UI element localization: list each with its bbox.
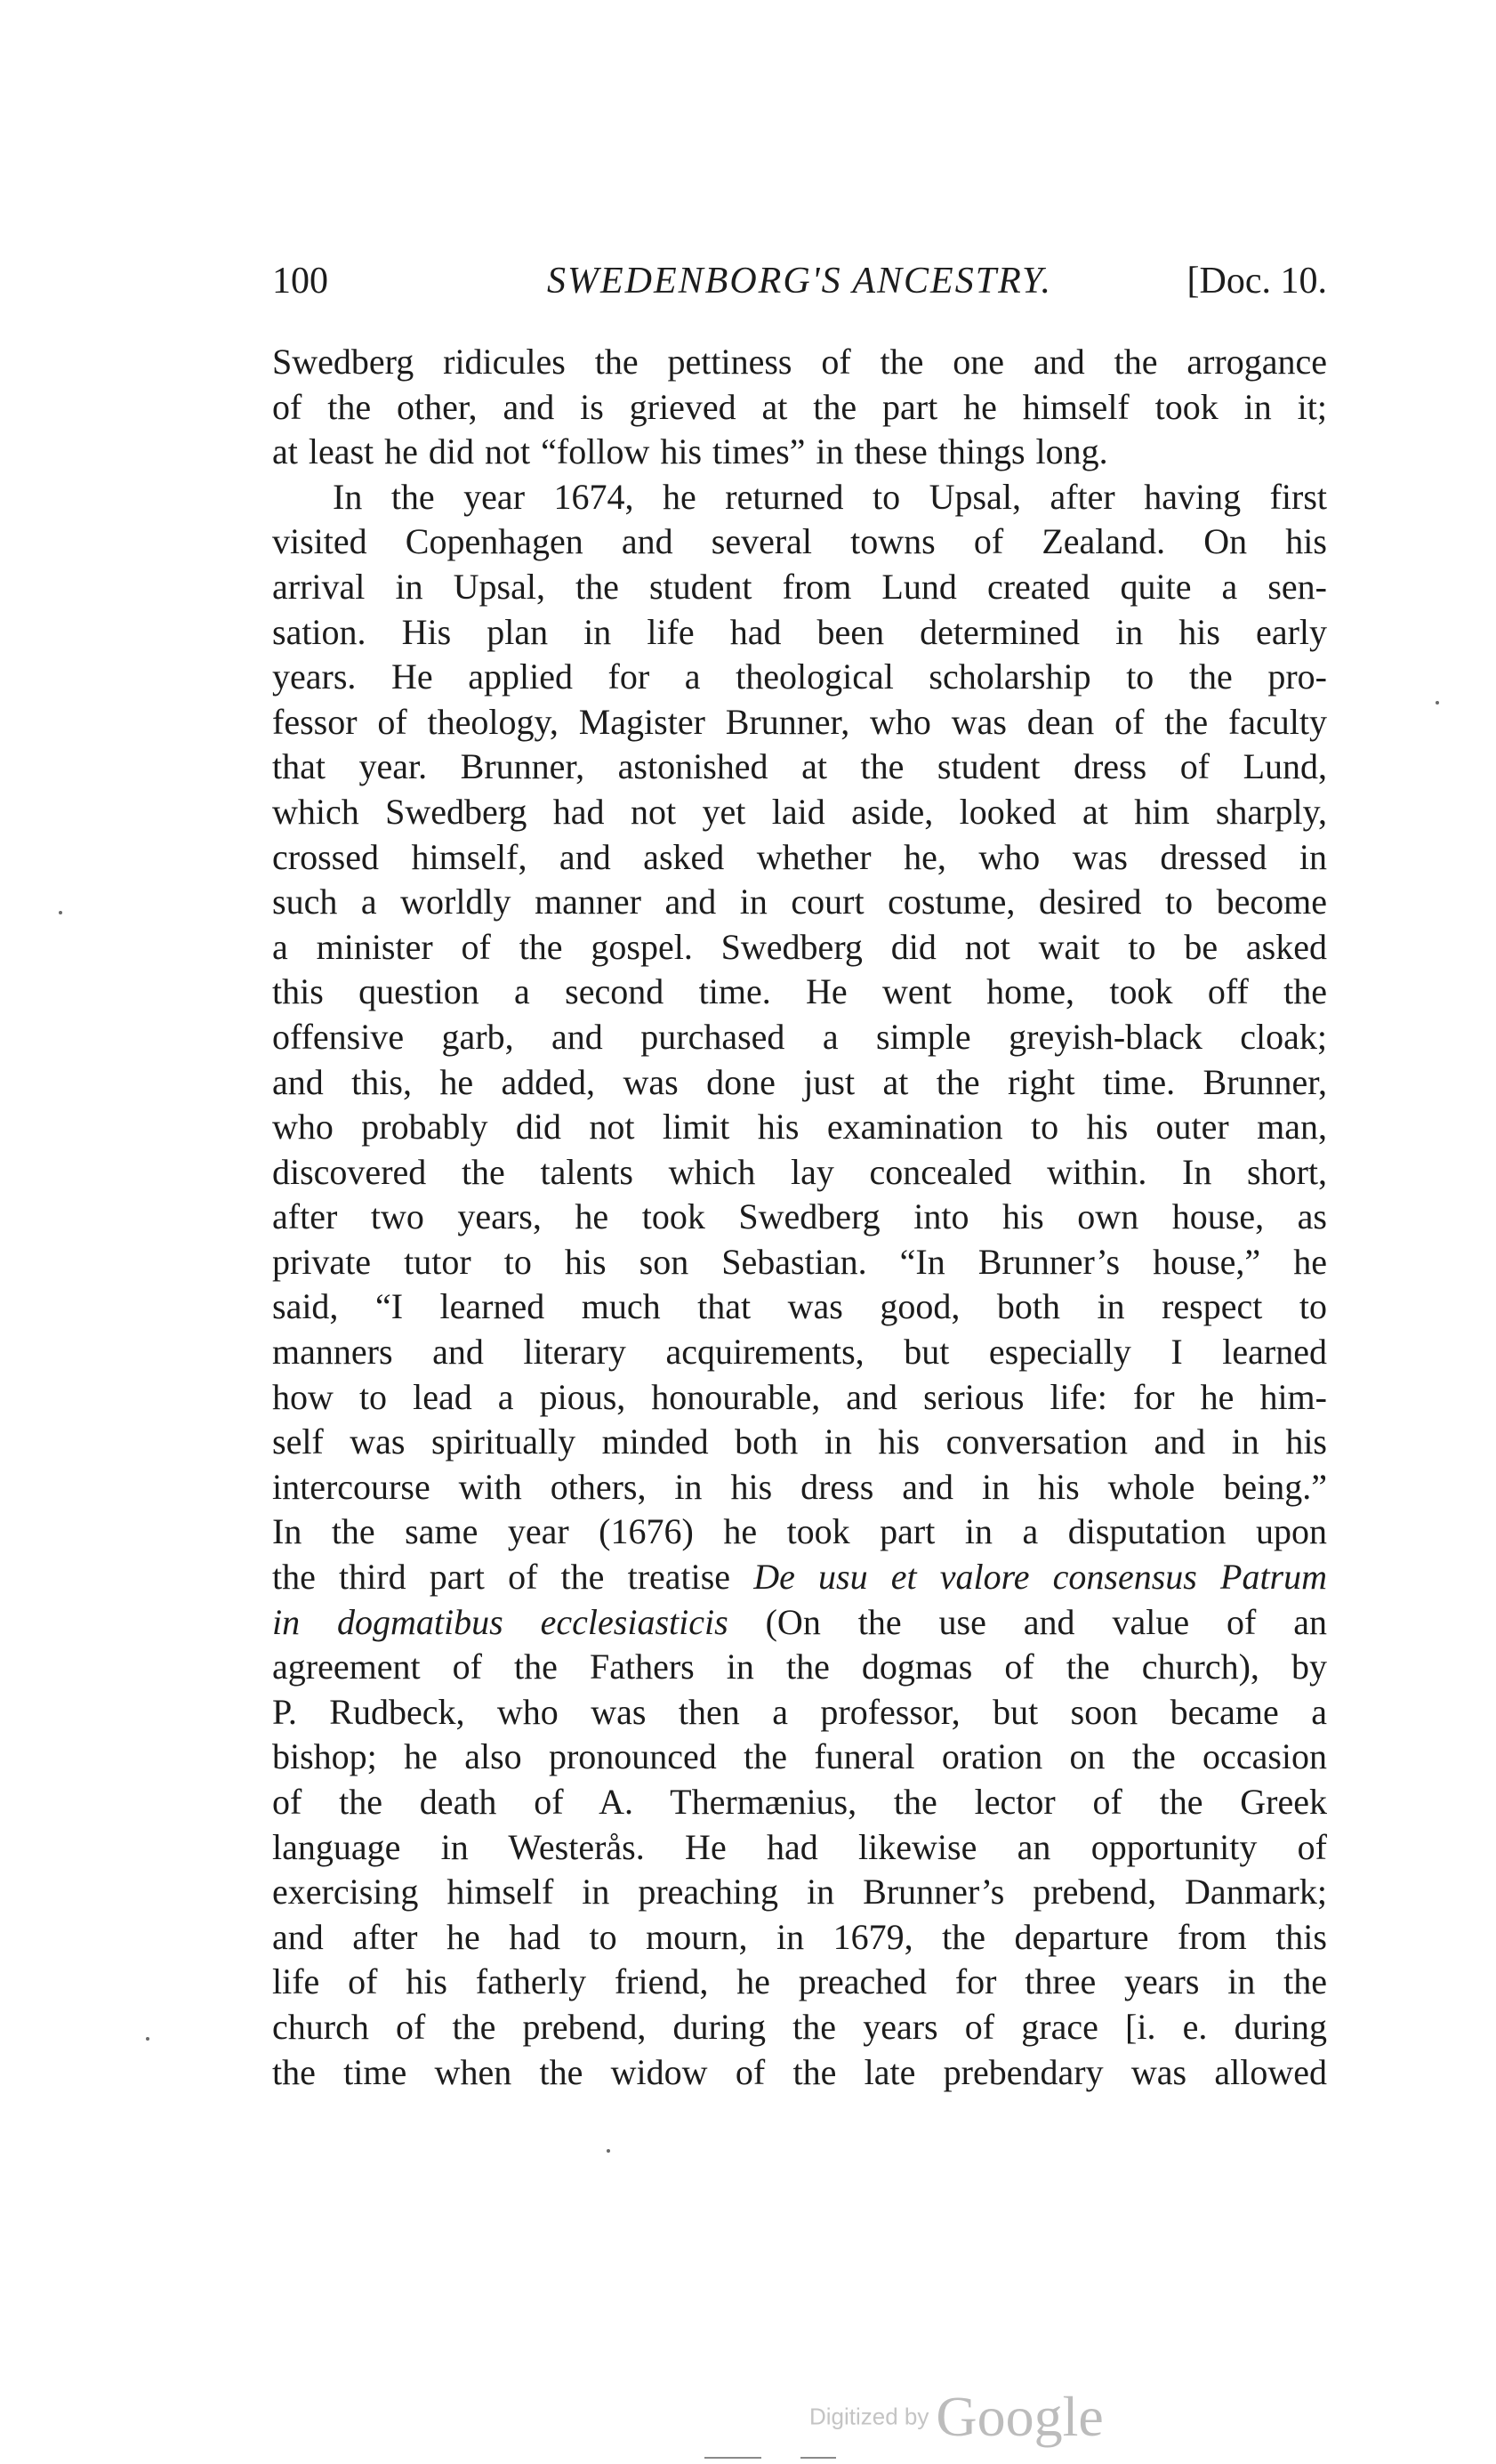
text-line: self was spiritually minded both in his conversation and in his bbox=[272, 1421, 1327, 1462]
bottom-edge-mark bbox=[800, 2457, 836, 2459]
text-line: language in Westerås. He had likewise an opportunity of bbox=[272, 1826, 1327, 1867]
text-line: said, “I learned much that was good, both in respect to bbox=[272, 1286, 1327, 1327]
text-line: arrival in Upsal, the student from Lund created quite a sen- bbox=[272, 566, 1327, 607]
latin-title: De usu et valore consensus Patrum bbox=[753, 1557, 1328, 1598]
paragraph-first-line: In the year 1674, he returned to Upsal, after having first bbox=[333, 476, 1327, 517]
text-line: and after he had to mourn, in 1679, the departure from this bbox=[272, 1916, 1327, 1957]
text-line: at least he did not “follow his times” in these things long. bbox=[272, 431, 1108, 472]
text-line: that year. Brunner, astonished at the student dress of Lund, bbox=[272, 746, 1327, 787]
print-speck bbox=[146, 2037, 149, 2041]
text-line: of the other, and is grieved at the part he himself took in it; bbox=[272, 386, 1327, 427]
text-line: In the same year (1676) he took part in a disputation upon bbox=[272, 1511, 1327, 1552]
text-line: life of his fatherly friend, he preached for three years in the bbox=[272, 1961, 1327, 2002]
bottom-edge-mark bbox=[704, 2457, 761, 2459]
text-line: sation. His plan in life had been determined in his early bbox=[272, 611, 1327, 652]
text-line: discovered the talents which lay concealed within. In short, bbox=[272, 1151, 1327, 1192]
print-speck bbox=[59, 911, 62, 914]
text-line: in dogmatibus ecclesiasticis (On the use and value of an bbox=[272, 1601, 1328, 1642]
latin-title: in dogmatibus ecclesiasticis bbox=[272, 1601, 728, 1642]
text-line: and this, he added, was done just at the right time. Brunner, bbox=[272, 1061, 1327, 1102]
text-line: a minister of the gospel. Swedberg did not wait to be asked bbox=[272, 926, 1327, 967]
text-line: after two years, he took Swedberg into his own house, as bbox=[272, 1196, 1327, 1237]
text-line: bishop; he also pronounced the funeral oration on the occasion bbox=[272, 1736, 1327, 1777]
text-line: exercising himself in preaching in Brunner’s prebend, Danmark; bbox=[272, 1872, 1327, 1912]
google-logo: Google bbox=[936, 2385, 1104, 2448]
text-line: such a worldly manner and in court costume, desired to become bbox=[272, 882, 1327, 922]
text-line: years. He applied for a theological scholarship to the pro- bbox=[272, 656, 1327, 697]
document-reference: [Doc. 10. bbox=[1186, 261, 1327, 302]
text-line: church of the prebend, during the years of grace [i. e. during bbox=[272, 2006, 1327, 2047]
text-line: agreement of the Fathers in the dogmas of the church), by bbox=[272, 1647, 1327, 1687]
text-line: manners and literary acquirements, but especially I learned bbox=[272, 1332, 1327, 1373]
digitized-watermark bbox=[809, 2384, 1104, 2446]
text-line: who probably did not limit his examination to his outer man, bbox=[272, 1107, 1327, 1147]
text-line: Swedberg ridicules the pettiness of the one and the arrogance bbox=[272, 342, 1327, 382]
text-line: the third part of the treatise De usu et valore consensus Patrum bbox=[272, 1557, 1328, 1598]
body-text bbox=[272, 340, 1327, 2095]
text-line: private tutor to his son Sebastian. “In Brunner’s house,” he bbox=[272, 1241, 1327, 1282]
running-title: SWEDENBORG'S ANCESTRY. bbox=[547, 261, 1052, 302]
text-line: visited Copenhagen and several towns of Zealand. On his bbox=[272, 521, 1327, 562]
text-line: crossed himself, and asked whether he, who was dressed in bbox=[272, 836, 1327, 877]
page-header bbox=[272, 260, 1327, 313]
text-line: this question a second time. He went home, took off the bbox=[272, 971, 1327, 1012]
text-line: of the death of A. Thermænius, the lector of the Greek bbox=[272, 1782, 1327, 1822]
text-line: how to lead a pious, honourable, and serious life: for he him- bbox=[272, 1376, 1327, 1417]
print-speck bbox=[1436, 701, 1439, 705]
text-line: which Swedberg had not yet laid aside, looked at him sharply, bbox=[272, 791, 1327, 832]
print-speck bbox=[607, 2149, 610, 2153]
watermark-caption: Digitized by bbox=[809, 2403, 929, 2430]
text-line: fessor of theology, Magister Brunner, who was dean of the faculty bbox=[272, 701, 1327, 742]
text-line: intercourse with others, in his dress and in his whole being.” bbox=[272, 1466, 1327, 1507]
text-line: offensive garb, and purchased a simple greyish-black cloak; bbox=[272, 1016, 1327, 1057]
page-number: 100 bbox=[272, 261, 328, 302]
text-line: P. Rudbeck, who was then a professor, but soon became a bbox=[272, 1691, 1327, 1732]
text-line: the time when the widow of the late prebendary was allowed bbox=[272, 2051, 1327, 2092]
